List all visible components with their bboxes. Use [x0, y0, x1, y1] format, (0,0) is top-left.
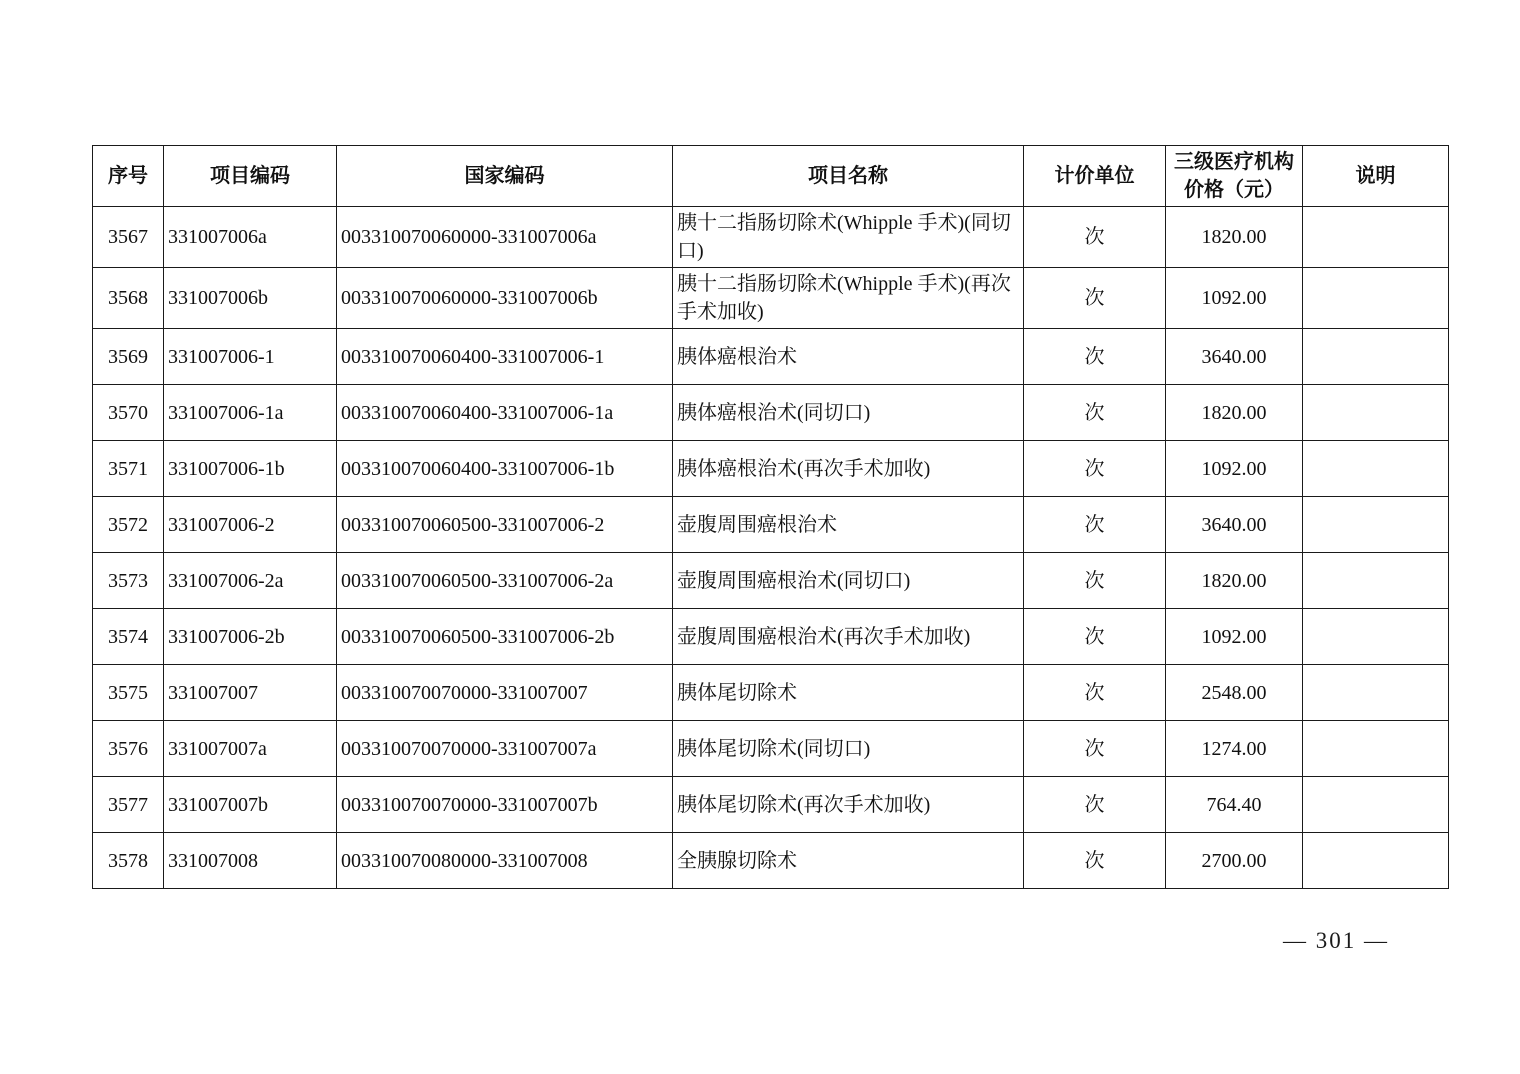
project-code-cell: 331007006a — [164, 207, 337, 268]
note-cell — [1303, 207, 1449, 268]
project-name-cell: 胰十二指肠切除术(Whipple 手术)(再次手术加收) — [673, 268, 1024, 329]
price-cell: 2548.00 — [1166, 665, 1303, 721]
project-name-cell: 壶腹周围癌根治术(再次手术加收) — [673, 609, 1024, 665]
seq-cell: 3576 — [93, 721, 164, 777]
national-code-cell: 003310070060000-331007006a — [337, 207, 673, 268]
header-national-code: 国家编码 — [337, 146, 673, 207]
table-row — [93, 609, 1449, 665]
national-code-cell: 003310070070000-331007007 — [337, 665, 673, 721]
price-cell: 1092.00 — [1166, 609, 1303, 665]
project-name-cell: 胰体尾切除术(同切口) — [673, 721, 1024, 777]
note-cell — [1303, 268, 1449, 329]
table-row — [93, 441, 1449, 497]
seq-cell: 3568 — [93, 268, 164, 329]
unit-cell: 次 — [1024, 665, 1166, 721]
table-row — [93, 553, 1449, 609]
national-code-cell: 003310070060500-331007006-2 — [337, 497, 673, 553]
table-row — [93, 497, 1449, 553]
table-row — [93, 777, 1449, 833]
unit-cell: 次 — [1024, 833, 1166, 889]
note-cell — [1303, 441, 1449, 497]
unit-cell: 次 — [1024, 609, 1166, 665]
seq-cell: 3567 — [93, 207, 164, 268]
project-code-cell: 331007006-2a — [164, 553, 337, 609]
national-code-cell: 003310070060500-331007006-2a — [337, 553, 673, 609]
table-row — [93, 329, 1449, 385]
project-name-cell: 胰体癌根治术(再次手术加收) — [673, 441, 1024, 497]
note-cell — [1303, 609, 1449, 665]
national-code-cell: 003310070060400-331007006-1b — [337, 441, 673, 497]
seq-cell: 3569 — [93, 329, 164, 385]
project-code-cell: 331007006-1 — [164, 329, 337, 385]
price-cell: 2700.00 — [1166, 833, 1303, 889]
note-cell — [1303, 777, 1449, 833]
unit-cell: 次 — [1024, 207, 1166, 268]
price-cell: 764.40 — [1166, 777, 1303, 833]
project-code-cell: 331007006b — [164, 268, 337, 329]
table-row — [93, 207, 1449, 268]
seq-cell: 3575 — [93, 665, 164, 721]
price-cell: 1092.00 — [1166, 268, 1303, 329]
unit-cell: 次 — [1024, 553, 1166, 609]
note-cell — [1303, 553, 1449, 609]
note-cell — [1303, 721, 1449, 777]
seq-cell: 3578 — [93, 833, 164, 889]
project-code-cell: 331007008 — [164, 833, 337, 889]
project-name-cell: 全胰腺切除术 — [673, 833, 1024, 889]
price-cell: 1820.00 — [1166, 207, 1303, 268]
project-name-cell: 壶腹周围癌根治术(同切口) — [673, 553, 1024, 609]
header-project-name: 项目名称 — [673, 146, 1024, 207]
table-header-row — [93, 146, 1449, 207]
price-cell: 1092.00 — [1166, 441, 1303, 497]
project-code-cell: 331007006-1a — [164, 385, 337, 441]
project-name-cell: 壶腹周围癌根治术 — [673, 497, 1024, 553]
national-code-cell: 003310070070000-331007007a — [337, 721, 673, 777]
note-cell — [1303, 497, 1449, 553]
unit-cell: 次 — [1024, 777, 1166, 833]
note-cell — [1303, 385, 1449, 441]
header-project-code: 项目编码 — [164, 146, 337, 207]
note-cell — [1303, 833, 1449, 889]
price-cell: 1820.00 — [1166, 385, 1303, 441]
project-code-cell: 331007007b — [164, 777, 337, 833]
table-body — [93, 207, 1449, 889]
price-cell: 1274.00 — [1166, 721, 1303, 777]
seq-cell: 3572 — [93, 497, 164, 553]
unit-cell: 次 — [1024, 721, 1166, 777]
project-code-cell: 331007007 — [164, 665, 337, 721]
unit-cell: 次 — [1024, 329, 1166, 385]
project-code-cell: 331007006-2 — [164, 497, 337, 553]
seq-cell: 3570 — [93, 385, 164, 441]
header-unit: 计价单位 — [1024, 146, 1166, 207]
national-code-cell: 003310070080000-331007008 — [337, 833, 673, 889]
national-code-cell: 003310070060400-331007006-1a — [337, 385, 673, 441]
unit-cell: 次 — [1024, 497, 1166, 553]
national-code-cell: 003310070070000-331007007b — [337, 777, 673, 833]
seq-cell: 3577 — [93, 777, 164, 833]
price-cell: 3640.00 — [1166, 497, 1303, 553]
seq-cell: 3574 — [93, 609, 164, 665]
unit-cell: 次 — [1024, 268, 1166, 329]
table-row — [93, 721, 1449, 777]
page-number: — 301 — — [1283, 928, 1389, 953]
project-code-cell: 331007006-2b — [164, 609, 337, 665]
header-seq: 序号 — [93, 146, 164, 207]
price-cell: 3640.00 — [1166, 329, 1303, 385]
project-name-cell: 胰十二指肠切除术(Whipple 手术)(同切口) — [673, 207, 1024, 268]
unit-cell: 次 — [1024, 441, 1166, 497]
table-row — [93, 385, 1449, 441]
seq-cell: 3571 — [93, 441, 164, 497]
project-code-cell: 331007007a — [164, 721, 337, 777]
header-tertiary-price: 三级医疗机构价格（元） — [1166, 146, 1303, 207]
unit-cell: 次 — [1024, 385, 1166, 441]
national-code-cell: 003310070060400-331007006-1 — [337, 329, 673, 385]
price-table — [92, 145, 1449, 889]
project-name-cell: 胰体尾切除术(再次手术加收) — [673, 777, 1024, 833]
note-cell — [1303, 665, 1449, 721]
project-code-cell: 331007006-1b — [164, 441, 337, 497]
table-row — [93, 665, 1449, 721]
national-code-cell: 003310070060500-331007006-2b — [337, 609, 673, 665]
seq-cell: 3573 — [93, 553, 164, 609]
project-name-cell: 胰体尾切除术 — [673, 665, 1024, 721]
table-row — [93, 268, 1449, 329]
header-note: 说明 — [1303, 146, 1449, 207]
table-row — [93, 833, 1449, 889]
project-name-cell: 胰体癌根治术 — [673, 329, 1024, 385]
note-cell — [1303, 329, 1449, 385]
project-name-cell: 胰体癌根治术(同切口) — [673, 385, 1024, 441]
price-cell: 1820.00 — [1166, 553, 1303, 609]
national-code-cell: 003310070060000-331007006b — [337, 268, 673, 329]
